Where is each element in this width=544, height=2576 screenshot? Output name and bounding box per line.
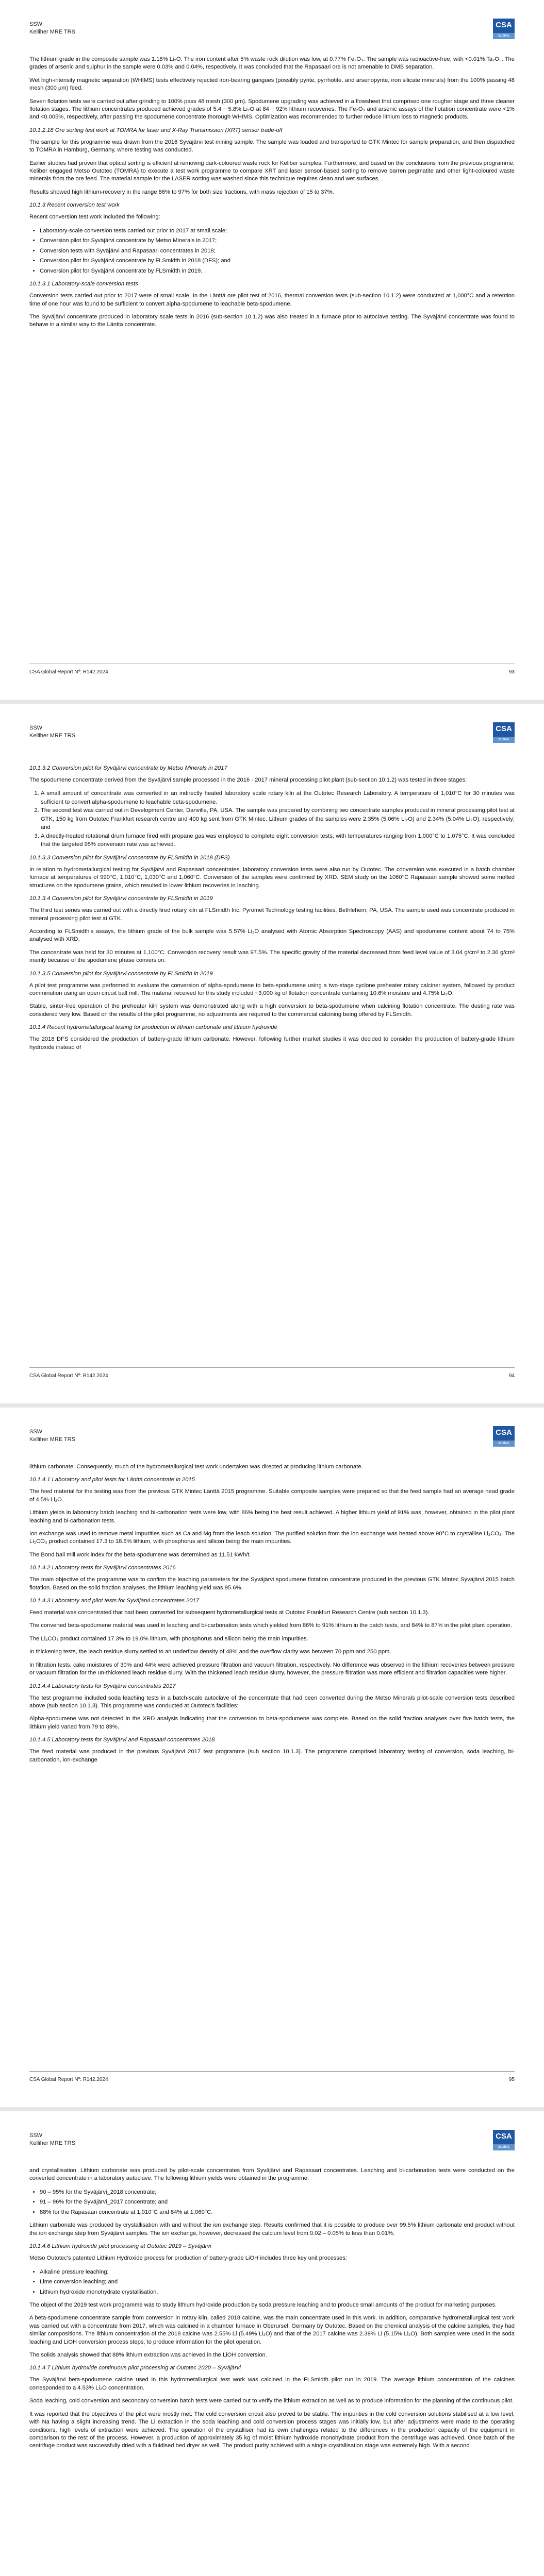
page-header (29, 2132, 515, 2167)
paragraph: It was reported that the objectives of the pilot were mostly met. The cold conversion circuit also proved to be stable. The impurities in the cold conversion solutions stabilised at a low level, with Na having a slight increasing trend. The Li extraction in the soda leaching and cold conversion process stages was initially low, but after adjustments were made to the operating conditions, high levels of extraction were achieved. The operation of the crystalliser had its own challenges related to the differences in the production capacity of the equipment in comparison to the rest of the process. However, a production of approximately 35 kg of moist lithium hydroxide monohydrate product from the centrifuge was achieved. Once batch of the centrifuge product was successfully dried with a fluidised bed dryer as well. The product purity achieved with a single crystallisation stage was extremely high. With a second (29, 2411, 515, 2449)
section-heading: 10.1.4.4 Laboratory tests for Syväjärvi concentrates 2017 (29, 1683, 176, 1689)
section-heading: 10.1.4.6 Lithium hydroxide pilot processing at Outotec 2019 – Syväjärvi (29, 2243, 211, 2250)
section-heading: 10.1.3.3 Conversion pilot for Syväjärvi concentrate by FLSmidth in 2018 (DFS) (29, 854, 230, 861)
page-number: 95 (508, 2077, 515, 2082)
paragraph: The test programme included soda leaching tests in a batch-scale autoclave of the concentrate that had been converted during the Metso Minerals pilot-scale conversion tests described above (sub section 10.1.3). This programme was conducted at Outotec's facilities: (29, 1694, 515, 1709)
list-item: • 88% for the Rapasaari concentrate at 1,010°C and 84% at 1,060°C. (40, 2208, 515, 2217)
list-item: 2. The second test was carried out in Development Center, Danville, PA, USA. The sample was prepared by combining two concentrate samples produced in mineral processing pilot test at GTK, 150 kg from Outotec Frankfurt research centre and 400 kg sent from GTK Mintec. Lithium grades of the samples were 2.35% (5.06% Li₂O) and 2.34% (5.04% Li₂O), respectively; and (41, 806, 515, 832)
section-heading: 10.1.4 Recent hydrometallurgical testing for production of lithium carbonate and lithium hydroxide (29, 1024, 277, 1031)
paragraph: In relation to hydrometallurgical testing for Syväjärvi and Rapasaari concentrates, laboratory conversion tests were also run by Outotec. The conversion was executed in a batch chamber furnace at temperatures of 990°C, 1,010°C, 1,030°C and 1,060°C. Conversion of the samples were confirmed by XRD. SEM study on the 1060°C Rapasaari sample showed some molted structures on the spodumene grains, which resulted in lower lithium recoveries in leaching. (29, 866, 515, 889)
company-name: SSW (29, 2132, 43, 2139)
paragraph: A pilot test programme was performed to evaluate the conversion of alpha-spodumene to beta-spodumene using a two-stage cyclone preheater rotary calciner system, followed by product comminution using an open circuit ball mill. The material received for this study included ~3,000 kg of flotation concentrate containing 10.6% moisture and 4.75% Li₂O. (29, 982, 515, 996)
report-page-1 (0, 0, 544, 700)
company-name: SSW (29, 1429, 43, 1435)
report-page-3 (0, 1408, 544, 2107)
list-item: • Conversion tests with Syväjärvi and Rapasaari concentrates in 2018; (40, 247, 515, 256)
company-name: SSW (29, 725, 43, 731)
paragraph: and crystallisation. Lithium carbonate was produced by pilot-scale concentrates from Syväjärvi and Rapasaari concentrates. Leaching and bi-carbonation tests were conducted on the converted concentrate in a laboratory autoclave. The following lithium yields were obtained in the programme: (29, 2167, 515, 2182)
list-item: • Laboratory-scale conversion tests carried out prior to 2017 at small scale; (40, 227, 515, 235)
bullet-list (29, 227, 515, 276)
paragraph: Lithium carbonate was produced by crystallisation with and without the ion exchange step. Results confirmed that it is possible to produce over 99.5% lithium carbonate end product without the ion exchange step from Syväjärvi samples. The ion exchange, however, decreased the calcium level from 0.02 – 0.05% to less than 0.01%. (29, 2222, 515, 2236)
paragraph: The spodumene concentrate derived from the Syväjärvi sample processed in the 2016 - 2017 mineral processing pilot plant (sub-section 10.1.2) was tested in three stages: (29, 777, 467, 783)
csa-logo: CSA GLOBAL (493, 2130, 515, 2150)
paragraph: The converted beta-spodumene material was used in leaching and bi-carbonation tests which yielded from 86% to 91% lithium in the batch tests, and 84% to 87% in the pilot plant operation. (29, 1622, 512, 1629)
page-content (29, 1463, 515, 1764)
page-number: 93 (508, 669, 515, 675)
paragraph: The feed material was produced in the previous Syväjärvi 2017 test programme (sub section 10.1.3). The programme comprised laboratory testing of conversion, soda leaching, bi-carbonation, ion-exchange (29, 1749, 515, 1763)
footer-report-number: CSA Global Report Nº: R142.2024 (29, 2077, 108, 2082)
paragraph: In thickening tests, the leach residue slurry settled to an underflow density of 48% and the overflow clarity was between 70 ppm and 250 ppm. (29, 1649, 391, 1655)
list-item: • Conversion pilot for Syväjärvi concentrate by Metso Minerals in 2017; (40, 236, 515, 245)
logo-band: GLOBAL (493, 33, 515, 39)
section-heading: 10.1.4.1 Laboratory and pilot tests for Länttä concentrate in 2015 (29, 1477, 195, 1483)
bullet-list (29, 2188, 515, 2217)
paragraph: Soda leaching, cold conversion and secondary conversion batch tests were carried out to verify the lithium extraction as well as to produce information for the planning of the continuous pilot. (29, 2398, 514, 2404)
list-item: • 90 – 95% for the Syväjärvi_2018 concentrate; (40, 2188, 515, 2197)
paragraph: The Syväjärvi concentrate produced in laboratory scale tests in 2016 (sub-section 10.1.2) was also treated in a furnace prior to autoclave testing. The Syväjärvi concentrate was found to behave in a similar way to the Länttä concentrate. (29, 314, 515, 328)
report-page-2 (0, 704, 544, 1403)
page-footer (29, 1367, 515, 1379)
logo-band: GLOBAL (493, 1440, 515, 1447)
section-heading: 10.1.4.2 Laboratory tests for Syväjärvi concentrates 2016 (29, 1565, 176, 1571)
paragraph: A beta-spodumene concentrate sample from conversion in rotary kiln, called 2018 calcine, was the main concentrate used in this work. In addition, comparative hydrometallurgical test work was carried out with a concentrate from 2017, which was calcined in a chamber furnace in Oberursel, Germany by Outotec. Based on the chemical analysis of the calcine samples, they had similar compositions. The lithium concentration of the 2018 calcine was 2.55% Li (5.49% Li₂O) and that of the 2017 calcine was 2.39% Li (5.15% Li₂O). Both samples were used in the soda leaching and LiOH conversion process steps, to produce information for the pilot operation. (29, 2315, 515, 2345)
paragraph: Wet high-intensity magnetic separation (WHIMS) tests effectively rejected iron-bearing gangues (possibly pyrite, pyrrhotite, and arsenopyrite, iron silicate minerals) from the 100% passing 48 mesh (300 µm) feed. (29, 77, 515, 92)
section-heading: 10.1.3 Recent conversion test work (29, 202, 120, 209)
paragraph: The feed material for the testing was from the previous GTK Mintec Länttä 2015 programme. Suitable composite samples were prepared so that the feed sample had an average head grade of 4.5% Li₂O. (29, 1488, 515, 1503)
paragraph: The sample for this programme was drawn from the 2016 Syväjärvi test mining sample. The sample was loaded and transported to GTK Mintec for sample preparation, and then dispatched to TOMRA in Hamburg, Germany, where testing was conducted. (29, 139, 515, 154)
section-heading: 10.1.4.7 Lithium hydroxide continuous pilot processing at Outotec 2020 – Syväjärvi (29, 2365, 241, 2371)
list-item: • Lime conversion leaching; and (40, 2278, 515, 2286)
paragraph: Stable, sinter-free operation of the preheater kiln system was demonstrated along with a high conversion to beta-spodumene when calcining flotation concentrate. The dusting rate was considered very low. Based on the results of the pilot programme, no adjustments are required to the commercial calcining being offered by FLSmidth. (29, 1003, 515, 1018)
footer-report-number: CSA Global Report Nº: R142.2024 (29, 1373, 108, 1379)
list-item: • Conversion pilot for Syväjärvi concentrate by FLSmidth in 2019. (40, 267, 515, 276)
report-subtitle: Kelliher MRE TRS (29, 29, 76, 35)
page-header (29, 1428, 515, 1463)
paragraph: The 2018 DFS considered the production of battery-grade lithium carbonate. However, following further market studies it was decided to consider the production of battery-grade lithium hydroxide instead of (29, 1036, 515, 1050)
paragraph: Ion exchange was used to remove metal impurities such as Ca and Mg from the leach solution. The purified solution from the ion exchange was heated above 90°C to crystallise Li₂CO₃. The Li₂CO₃ product contained 17.3 to 18.6% lithium, with phosphorus and silicon being the main impurities. (29, 1531, 515, 1545)
page-footer (29, 664, 515, 675)
section-heading: 10.1.4.5 Laboratory tests for Syväjärvi and Rapasaari concentrates 2018 (29, 1737, 215, 1743)
paragraph: Seven flotation tests were carried out after grinding to 100% pass 48 mesh (300 µm). Spodumene upgrading was achieved in a flowsheet that comprised one rougher stage and three cleaner flotation stages. The lithium concentrates produced achieved grades of 5.4 − 5.8% Li₂O at 84 − 92% lithium recoveries. The Fe₂O₃ and arsenic assays of the flotation concentrate were <1% and <0.005%, respectively, after passing the spodumene concentrate thorough WHIMS. Optimization was recommended to further reduce lithium loss to magnetic products. (29, 98, 515, 121)
numbered-list (29, 789, 515, 849)
list-item: • Lithium hydroxide monohydrate crystallisation. (40, 2288, 515, 2297)
paragraph: According to FLSmidth's assays, the lithium grade of the bulk sample was 5.57% Li₂O analysed with Atomic Absorption Spectroscopy (AAS) and spodumene content about 74 to 75% analysed with XRD. (29, 928, 515, 943)
section-heading: 10.1.3.2 Conversion pilot for Syväjärvi concentrate by Metso Minerals in 2017 (29, 765, 227, 771)
page-footer (29, 2071, 515, 2082)
section-heading: 10.1.3.4 Conversion pilot for Syväjärvi concentrate by FLSmidth in 2019 (29, 895, 213, 902)
csa-logo: CSA GLOBAL (493, 722, 515, 743)
footer-report-number: CSA Global Report Nº: R142.2024 (29, 669, 108, 675)
paragraph: Feed material was concentrated that had been converted for subsequent hydrometallurgical tests at Outotec Frankfurt Research Centre (sub section 10.1.3). (29, 1609, 430, 1616)
section-heading: 10.1.3.1 Laboratory-scale conversion tests (29, 281, 138, 287)
bullet-list (29, 2268, 515, 2297)
paragraph: Conversion tests carried out prior to 2017 were of small scale. In the Länttä ore pilot test of 2016, thermal conversion tests (sub-section 10.1.2) were conducted at 1,000°C and a retention time of one hour was found to be sufficient to convert alpha-spodumene to leachable beta-spodumene. (29, 293, 515, 307)
list-item: 1. A small amount of concentrate was converted in an indirectly heated laboratory scale rotary kiln at the Outotec Research Laboratory. A temperature of 1,010°C for 30 minutes was sufficient to convert alpha-spodumene to leachable beta-spodumene. (41, 789, 515, 806)
paragraph: The Bond ball mill work index for the beta-spodumene was determined as 11.51 kWh/t. (29, 1551, 251, 1558)
paragraph: Earlier studies had proven that optical sorting is efficient at removing dark-coloured waste rock for Keliber samples. Furthermore, and based on the conclusions from the previous programme, Keliber engaged Metso Outotec (TOMRA) to execute a test work programme to compare XRT and laser sensor-based sorting to remove barren pegmatite and other light-coloured waste minerals from the ore feed. The material sample for the LASER sorting was washed since this technique requires clean and wet surfaces. (29, 160, 515, 182)
page-content (29, 56, 515, 329)
section-heading: 10.1.2.18 Ore sorting test work at TOMRA for laser and X-Ray Transmission (XRT) sensor trade-off (29, 127, 283, 133)
paragraph: The lithium grade in the composite sample was 1.18% Li₂O. The iron content after 5% waste rock dilution was low, at 0.77% Fe₂O₃. The sample was radioactive-free, with <0.01% Ta₂O₅. The grades of arsenic and sulphur in the sample were 0.03% and 0.04%, respectively. It was concluded that the Rapasaari ore is not amenable to DMS separation. (29, 56, 515, 71)
paragraph: The third test series was carried out with a directly fired rotary kiln at FLSmidth Inc. Pyromet Technology testing facilities, Bethlehem, PA, USA. The sample used was concentrate produced in mineral processing pilot test at GTK. (29, 907, 515, 922)
logo-band: GLOBAL (493, 737, 515, 743)
paragraph: lithium carbonate. Consequently, much of the hydrometallurgical test work undertaken was directed at producing lithium carbonate. (29, 1464, 363, 1470)
paragraph: Results showed high lithium-recovery in the range 86% to 97% for both size fractions, with mass rejection of 15 to 37%. (29, 189, 334, 195)
logo-band: GLOBAL (493, 2144, 515, 2150)
paragraph: Metso Outotec's patented Lithium Hydroxide process for production of battery-grade LiOH includes three key unit processes: (29, 2255, 347, 2262)
paragraph: In filtration tests, cake moistures of 30% and 44% were achieved pressure filtration and vacuum filtration, respectively. No difference was observed in the lithium recoveries between pressure or vacuum filtration for the un-thickened leach residue slurry. With the thickened leach residue slurry, however, the pressure filtration was more efficient and filtration capacities were higher. (29, 1662, 515, 1676)
paragraph: The main objective of the programme was to confirm the leaching parameters for the Syväjärvi spodumene flotation concentrate produced in the previous GTK Mintec Syväjärvi 2015 batch flotation. Based on the solid fraction analyses, the lithium leaching yield was 95.6%. (29, 1577, 515, 1591)
page-content (29, 765, 515, 1052)
paragraph: The concentrate was held for 30 minutes at 1,100°C. Conversion recovery result was 97.5%. The specific gravity of the material decreased from feed level value of 3.04 g/cm³ to 2.36 g/cm³ mainly because of the spodumene phase conversion. (29, 949, 515, 964)
page-header (29, 21, 515, 56)
section-heading: 10.1.4.3 Laboratory and pilot tests for Syväjärvi concentrates 2017 (29, 1598, 199, 1604)
report-subtitle: Kelliher MRE TRS (29, 2140, 76, 2146)
report-subtitle: Kelliher MRE TRS (29, 733, 76, 739)
report-subtitle: Kelliher MRE TRS (29, 1436, 76, 1443)
paragraph: Alpha-spodumene was not detected in the XRD analysis indicating that the conversion to beta-spodumene was complete. Based on the solid fraction analyses over five batch tests, the lithium yield varied from 79 to 89%. (29, 1716, 515, 1730)
paragraph: Lithium yields in laboratory batch leaching and bi-carbonation tests were low, with 86% being the best result achieved. A higher lithium yield of 91% was, however, obtained in the pilot plant leaching and bi-carbonation tests. (29, 1510, 515, 1524)
page-number: 94 (508, 1373, 515, 1379)
page-content (29, 2167, 515, 2450)
paragraph: The solids analysis showed that 88% lithium extraction was achieved in the LiOH conversion. (29, 2352, 267, 2359)
list-item: • 91 – 96% for the Syväjärvi_2017 concentrate; and (40, 2198, 515, 2207)
paragraph: The object of the 2019 test work programme was to study lithium hydroxide production by soda pressure leaching and to produce small amounts of the product for marketing purposes. (29, 2302, 497, 2309)
page-header (29, 724, 515, 759)
company-name: SSW (29, 21, 43, 27)
csa-logo: CSA GLOBAL (493, 1426, 515, 1447)
paragraph: The Li₂CO₃ product contained 17.3% to 19.0% lithium, with phosphorus and silicon being the main impurities. (29, 1635, 308, 1642)
paragraph: Recent conversion test work included the following: (29, 214, 160, 221)
report-page-4 (0, 2111, 544, 2576)
section-heading: 10.1.3.5 Conversion pilot for Syväjärvi concentrate by FLSmidth in 2019 (29, 970, 213, 977)
csa-logo: CSA GLOBAL (493, 19, 515, 39)
list-item: • Conversion pilot for Syväjärvi concentrate by FLSmidth in 2018 (DFS); and (40, 257, 515, 265)
list-item: • Alkaline pressure leaching; (40, 2268, 515, 2277)
paragraph: The Syväjärvi beta-spodumene calcine used in this hydrometallurgical test work was calcined in the FLSmidth pilot run in 2019. The average lithium concentration of the calcines corresponded to a 4.53% Li₂O concentration. (29, 2377, 515, 2391)
list-item: 3. A directly-heated rotational drum furnace fired with propane gas was employed to complete eight conversion tests, with temperatures ranging from 1,000°C to 1,075°C. It was concluded that the targeted 95% conversion rate was achieved. (41, 832, 515, 849)
